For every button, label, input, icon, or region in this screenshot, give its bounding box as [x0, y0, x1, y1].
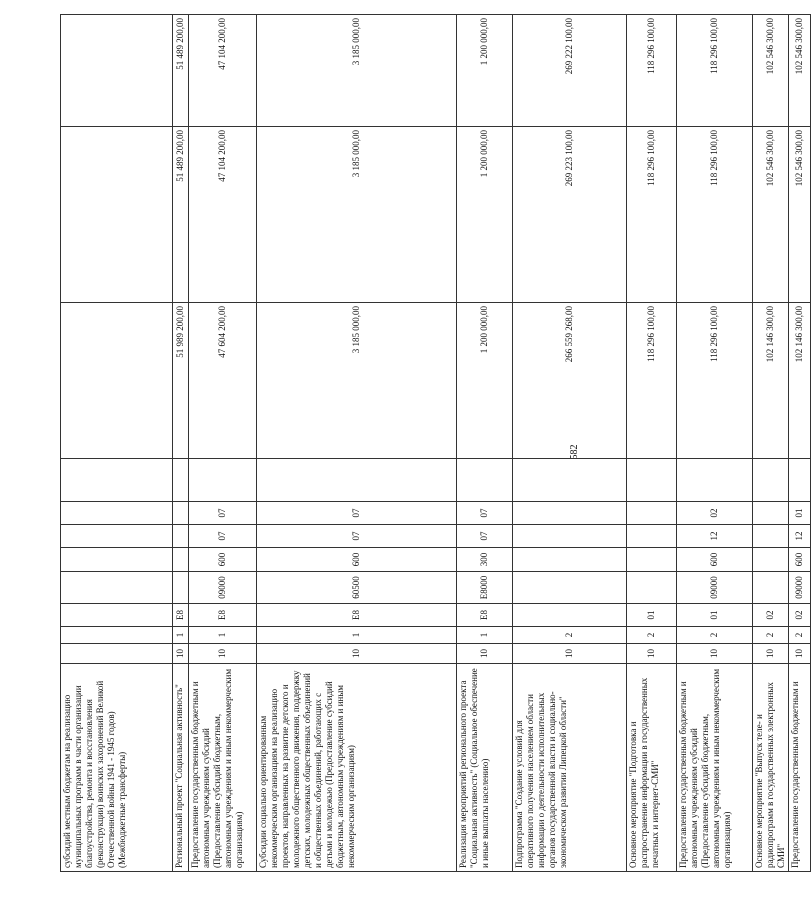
- amount-year2-cell: [61, 127, 173, 303]
- row-name-cell: субсидий местным бюджетам на реализацию муниципальных программ в части организации благоустройства, ремонта и восстановления (реконструкции) воинских захоронений Великой Отечественной войны 1941 - 1945 годов) (Межбюджетные трансферты): [61, 664, 173, 872]
- amount-year1-cell: 102 146 300,00: [789, 303, 811, 459]
- subprogram-code-cell: [61, 627, 173, 644]
- amount-year1-cell: 118 296 100,00: [627, 303, 677, 459]
- section-code-cell: 12: [789, 525, 811, 548]
- direction-code-cell: 09000: [677, 572, 753, 604]
- expense-type-cell: 600: [789, 548, 811, 572]
- row-name-cell: Основное мероприятие "Подготовка и распространение информации в государственных печатных и интернет-СМИ": [627, 664, 677, 872]
- row-name-cell: Предоставление государственным бюджетным и автономным учреждениям субсидий (Предоставление субсидий бюджетным, автономным учреждениям и иным некоммерческим организациям): [189, 664, 257, 872]
- event-code-cell: E8: [457, 604, 513, 627]
- amount-year2-cell: 269 223 100,00: [513, 127, 627, 303]
- empty-code-cell: [753, 459, 789, 502]
- subsection-code-cell: [61, 502, 173, 525]
- subsection-code-cell: [513, 502, 627, 525]
- program-code-cell: 10: [457, 644, 513, 664]
- table-row: [753, 15, 789, 872]
- row-name-cell: Региональный проект "Социальная активность": [173, 664, 189, 872]
- empty-code-cell: [257, 459, 457, 502]
- event-code-cell: E8: [189, 604, 257, 627]
- amount-year3-cell: [61, 15, 173, 127]
- program-code-cell: 10: [789, 644, 811, 664]
- amount-year2-cell: 1 200 000,00: [457, 127, 513, 303]
- subsection-code-cell: 01: [789, 502, 811, 525]
- section-code-cell: 12: [677, 525, 753, 548]
- expense-type-cell: 600: [189, 548, 257, 572]
- amount-year2-cell: 102 546 300,00: [789, 127, 811, 303]
- expense-type-cell: [173, 548, 189, 572]
- event-code-cell: [513, 604, 627, 627]
- amount-year2-cell: 118 296 100,00: [677, 127, 753, 303]
- table-row: [189, 15, 257, 872]
- amount-year3-cell: 102 546 300,00: [789, 15, 811, 127]
- amount-year2-cell: 51 489 200,00: [173, 127, 189, 303]
- subprogram-code-cell: 2: [753, 627, 789, 644]
- subprogram-code-cell: 1: [189, 627, 257, 644]
- section-code-cell: [513, 525, 627, 548]
- page-number: 582: [569, 444, 580, 460]
- program-code-cell: 10: [173, 644, 189, 664]
- table-row: [677, 15, 753, 872]
- budget-table: [60, 14, 811, 872]
- event-code-cell: E8: [173, 604, 189, 627]
- direction-code-cell: 09000: [789, 572, 811, 604]
- program-code-cell: 10: [513, 644, 627, 664]
- subsection-code-cell: 07: [257, 502, 457, 525]
- amount-year3-cell: 1 200 000,00: [457, 15, 513, 127]
- event-code-cell: 02: [753, 604, 789, 627]
- amount-year1-cell: 1 200 000,00: [457, 303, 513, 459]
- subprogram-code-cell: 2: [789, 627, 811, 644]
- table-row: [257, 15, 457, 872]
- row-name-cell: Предоставление государственным бюджетным и автономным учреждениям субсидий (Предоставление субсидий бюджетным, автономным учреждениям и иным некоммерческим организациям): [677, 664, 753, 872]
- subprogram-code-cell: 1: [457, 627, 513, 644]
- amount-year3-cell: 269 222 100,00: [513, 15, 627, 127]
- amount-year3-cell: 47 104 200,00: [189, 15, 257, 127]
- direction-code-cell: [173, 572, 189, 604]
- subprogram-code-cell: 2: [513, 627, 627, 644]
- expense-type-cell: 600: [257, 548, 457, 572]
- direction-code-cell: [627, 572, 677, 604]
- expense-type-cell: [513, 548, 627, 572]
- amount-year1-cell: 118 296 100,00: [677, 303, 753, 459]
- subprogram-code-cell: 2: [627, 627, 677, 644]
- event-code-cell: 02: [789, 604, 811, 627]
- row-name-cell: Подпрограмма "Создание условий для оперативного получения населением области информации о деятельности исполнительных органов государственной власти и социально-экономическом развитии Липецкой области": [513, 664, 627, 872]
- program-code-cell: 10: [627, 644, 677, 664]
- row-name-cell: Субсидии социально ориентированным некоммерческим организациям на реализацию проектов, направленных на развитие детского и молодежного общественного движения, поддержку детских, молодежных общественных объединений и общественных объединений, работающих с детьми и молодежью (Предоставление субсидий бюджетным, автономным учреждениям и иным некоммерческим организациям): [257, 664, 457, 872]
- subsection-code-cell: [627, 502, 677, 525]
- empty-code-cell: [677, 459, 753, 502]
- subprogram-code-cell: 2: [677, 627, 753, 644]
- subsection-code-cell: [173, 502, 189, 525]
- direction-code-cell: E8000: [457, 572, 513, 604]
- direction-code-cell: [513, 572, 627, 604]
- empty-code-cell: [513, 459, 627, 502]
- expense-type-cell: [753, 548, 789, 572]
- section-code-cell: 07: [457, 525, 513, 548]
- section-code-cell: 07: [189, 525, 257, 548]
- empty-code-cell: [61, 459, 173, 502]
- section-code-cell: [173, 525, 189, 548]
- row-name-cell: Основное мероприятие "Выпуск теле- и радиопрограмм в государственных электронных СМИ": [753, 664, 789, 872]
- direction-code-cell: 09000: [189, 572, 257, 604]
- empty-code-cell: [457, 459, 513, 502]
- amount-year2-cell: 47 104 200,00: [189, 127, 257, 303]
- row-name-cell: Реализация мероприятий регионального проекта "Социальная активность" (Социальное обеспечение и иные выплаты населению): [457, 664, 513, 872]
- subsection-code-cell: 07: [457, 502, 513, 525]
- subsection-code-cell: [753, 502, 789, 525]
- expense-type-cell: 300: [457, 548, 513, 572]
- empty-code-cell: [789, 459, 811, 502]
- amount-year3-cell: 118 296 100,00: [677, 15, 753, 127]
- direction-code-cell: [753, 572, 789, 604]
- amount-year2-cell: 102 546 300,00: [753, 127, 789, 303]
- empty-code-cell: [627, 459, 677, 502]
- amount-year2-cell: 3 185 000,00: [257, 127, 457, 303]
- section-code-cell: 07: [257, 525, 457, 548]
- amount-year1-cell: 3 185 000,00: [257, 303, 457, 459]
- event-code-cell: [61, 604, 173, 627]
- direction-code-cell: 60500: [257, 572, 457, 604]
- section-code-cell: [61, 525, 173, 548]
- amount-year3-cell: 118 296 100,00: [627, 15, 677, 127]
- empty-code-cell: [189, 459, 257, 502]
- empty-code-cell: [173, 459, 189, 502]
- table-row: [457, 15, 513, 872]
- amount-year1-cell: 51 989 200,00: [173, 303, 189, 459]
- expense-type-cell: 600: [677, 548, 753, 572]
- program-code-cell: 10: [677, 644, 753, 664]
- direction-code-cell: [61, 572, 173, 604]
- table-row: [61, 15, 173, 872]
- event-code-cell: 01: [677, 604, 753, 627]
- table-row: [173, 15, 189, 872]
- program-code-cell: [61, 644, 173, 664]
- amount-year1-cell: [61, 303, 173, 459]
- expense-type-cell: [627, 548, 677, 572]
- program-code-cell: 10: [189, 644, 257, 664]
- table-row: [627, 15, 677, 872]
- program-code-cell: 10: [257, 644, 457, 664]
- table-row: [513, 15, 627, 872]
- section-code-cell: [627, 525, 677, 548]
- amount-year3-cell: 102 546 300,00: [753, 15, 789, 127]
- amount-year1-cell: 266 559 268,00: [513, 303, 627, 459]
- program-code-cell: 10: [753, 644, 789, 664]
- amount-year1-cell: 47 604 200,00: [189, 303, 257, 459]
- table-row: [789, 15, 811, 872]
- row-name-cell: Предоставление государственным бюджетным и: [789, 664, 811, 872]
- amount-year1-cell: 102 146 300,00: [753, 303, 789, 459]
- subprogram-code-cell: 1: [173, 627, 189, 644]
- event-code-cell: E8: [257, 604, 457, 627]
- subprogram-code-cell: 1: [257, 627, 457, 644]
- event-code-cell: 01: [627, 604, 677, 627]
- section-code-cell: [753, 525, 789, 548]
- subsection-code-cell: 02: [677, 502, 753, 525]
- amount-year2-cell: 118 296 100,00: [627, 127, 677, 303]
- table-viewport: [60, 18, 804, 872]
- amount-year3-cell: 51 489 200,00: [173, 15, 189, 127]
- expense-type-cell: [61, 548, 173, 572]
- amount-year3-cell: 3 185 000,00: [257, 15, 457, 127]
- subsection-code-cell: 07: [189, 502, 257, 525]
